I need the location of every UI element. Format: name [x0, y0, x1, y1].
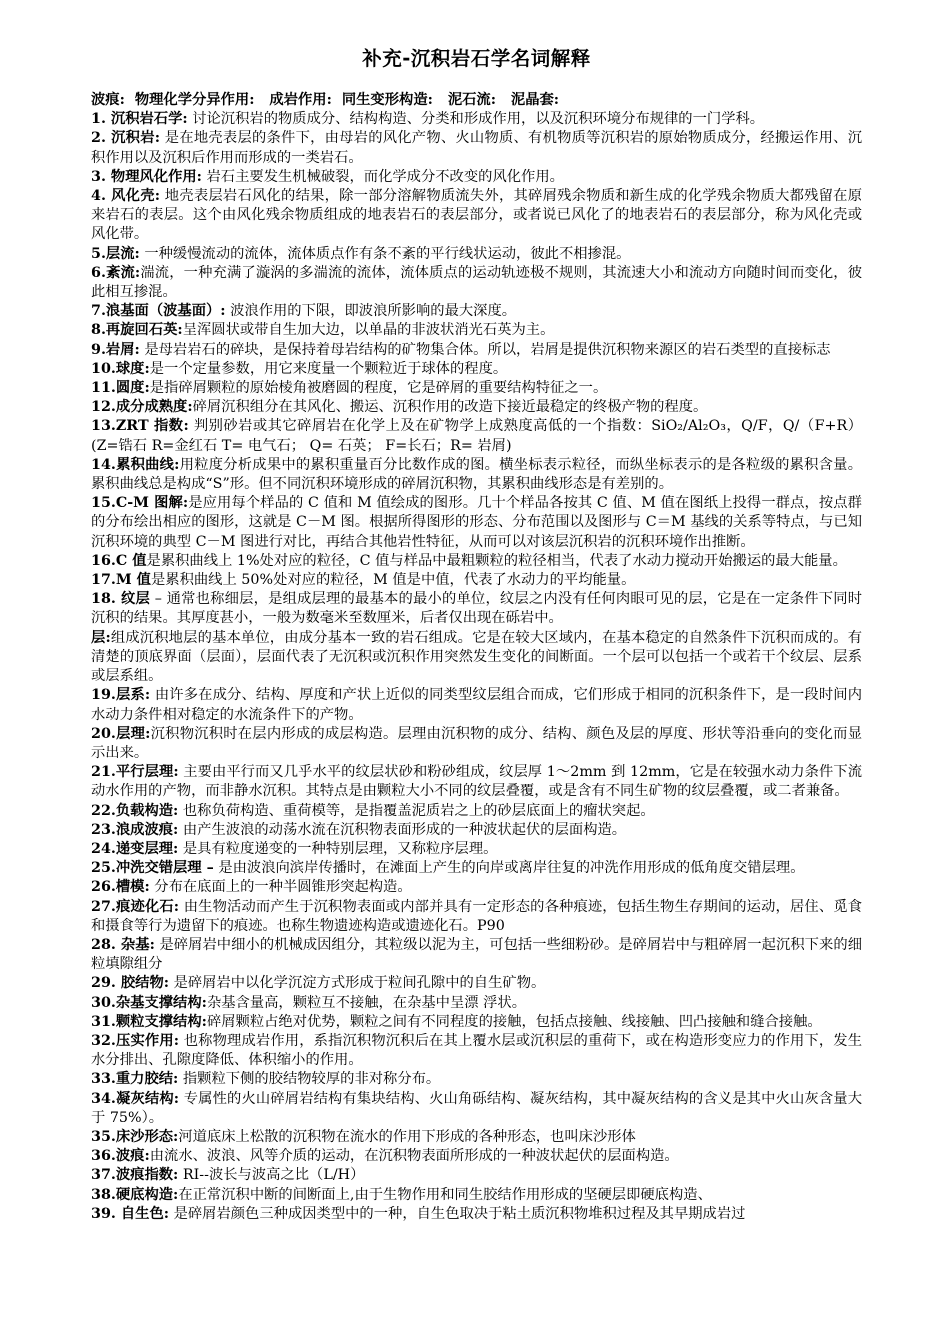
entry-term: 3. 物理风化作用: [91, 168, 202, 185]
definition-entry [91, 936, 862, 974]
entry-term: 4. 风化壳: [91, 188, 161, 205]
definition-entry [91, 1090, 862, 1128]
definition-entry [91, 494, 862, 552]
entry-definition: 由产生波浪的动荡水流在沉积物表面形成的一种波状起伏的层面构造。 [178, 821, 627, 838]
entry-definition: 碎屑颗粒占绝对优势，颗粒之间有不同程度的接触，包括点接触、线接触、凹凸接触和缝合接触。 [206, 1013, 822, 1030]
entry-term: 22.负载构造: [91, 802, 179, 819]
entry-definition: 是母岩岩石的碎块，是保持着母岩结构的矿物集合体。所以，岩屑是提供沉积物来源区的岩石类型的直接标志 [139, 341, 831, 358]
entry-term: 层: [91, 629, 111, 646]
entry-term: 14.累积曲线: [91, 456, 180, 473]
entry-definition: 是指碎屑颗粒的原始棱角被磨圆的程度，它是碎屑的重要结构特征之一。 [149, 380, 608, 397]
entry-term: 36.波痕: [91, 1148, 150, 1165]
entry-definition: 碎屑沉积组分在其风化、搬运、沉积作用的改造下接近最稳定的终极产物的程度。 [192, 399, 708, 416]
entry-definition: 分布在底面上的一种半圆锥形突起构造。 [149, 879, 412, 896]
entry-definition: 是一个定量参数，用它来度量一个颗粒近于球体的程度。 [149, 360, 508, 377]
entry-definition: 河道底床上松散的沉积物在流水的作用下形成的各种形态，也叫床沙形体 [178, 1128, 636, 1145]
entry-term: 30.杂基支撑结构: [91, 994, 207, 1011]
definition-entry [91, 552, 862, 571]
entry-definition: 用粒度分析成果中的累积重量百分比数作成的图。横坐标表示粒径，而纵坐标表示的是各粒级的累积含量。累积曲线总是构成“S”形。但不同沉积环境形成的碎屑沉积物，其累积曲线形态是有差别的。 [91, 456, 862, 493]
entry-definition: 沉积物沉积时在层内形成的成层构造。层理由沉积物的成分、结构、颜色及层的厚度、形状等沿垂向的变化而显示出来。 [91, 725, 862, 761]
entry-term: 31.颗粒支撑结构: [91, 1013, 207, 1030]
entry-term: 19.层系: [91, 687, 151, 704]
entry-term: 16.C 值 [91, 552, 147, 569]
definition-entry [91, 974, 862, 993]
entry-definition: 讨论沉积岩的物质成分、结构构造、分类和形成作用，以及沉积环境分布规律的一门学科。 [187, 111, 765, 128]
definition-entry [91, 129, 862, 167]
entry-definition: 由流水、波浪、风等介质的运动，在沉积物表面所形成的一种波状起伏的层面构造。 [149, 1148, 679, 1165]
definition-entry [91, 859, 862, 878]
entry-term: 7.浪基面（波基面）: [91, 303, 226, 320]
entry-definition: 组成沉积地层的基本单位，由成分基本一致的岩石组成。它是在较大区域内，在基本稳定的自然条件下沉积而成的。有清楚的顶底界面（层面），层面代表了无沉积或沉积作用突然发生变化的间断面。一个层可以包括一个或若干个纹层、层系或层系组。 [91, 629, 863, 685]
entry-term: 2. 沉积岩: [91, 130, 161, 147]
entry-term: 12.成分成熟度: [91, 399, 193, 416]
entry-term: 5.层流: [91, 245, 140, 262]
entry-term: 18. 纹层 [91, 591, 151, 608]
definition-entry [91, 379, 862, 398]
entry-term: 8.再旋回石英: [91, 322, 183, 339]
entry-definition: 是碎屑岩颜色三种成因类型中的一种，自生色取决于粘土质沉积物堆积过程及其早期成岩过 [169, 1205, 746, 1222]
definition-entry [91, 590, 862, 628]
entry-term: 29. 胶结物: [91, 975, 170, 992]
entry-definition: RI--波长与波高之比（L/H） [178, 1167, 365, 1184]
entry-term: 1. 沉积岩石学: [91, 111, 188, 128]
entry-definition: 地壳表层岩石风化的结果，除一部分溶解物质流失外，其碎屑残余物质和新生成的化学残余物质大都残留在原来岩石的表层。这个由风化残余物质组成的地表岩石的表层部分，或者说已风化了的地表岩石的表层部分，称为风化壳或风化带。 [91, 188, 862, 243]
entry-definition: 波浪作用的下限，即波浪所影响的最大深度。 [225, 303, 517, 320]
definition-list [91, 110, 862, 1224]
definition-entry [91, 1166, 862, 1185]
entry-definition: 在正常沉积中断的间断面上,由于生物作用和同生胶结作用形成的坚硬层即硬底构造、 [178, 1186, 712, 1203]
page-title: 补充-沉积岩石学名词解释 [362, 47, 591, 70]
entry-term: 17.M 值 [91, 572, 151, 589]
entry-term: 26.槽模: [91, 879, 150, 896]
definition-entry [91, 398, 862, 417]
definition-entry [91, 878, 862, 897]
entry-definition: 是应用每个样品的 C 值和 M 值绘成的图形。几十个样品各按其 C 值、M 值在图纸上投得一群点，按点群的分布绘出相应的图形，这就是 C－M 图。根据所得图形的形态、分布范围以及图形与 C＝M 基线的关系等特点，与已知沉积环境的典型 C－M 图进行对比，再结合其他岩性特征，从而可以对该层沉积岩的沉积环境作出推断。 [91, 495, 862, 550]
definition-entry [91, 821, 862, 840]
entry-definition: 也称负荷构造、重荷模等，是指覆盖泥质岩之上的砂层底面上的瘤状突起。 [178, 802, 655, 819]
entry-definition: 是在地壳表层的条件下，由母岩的风化产物、火山物质、有机物质等沉积岩的原始物质成分，经搬运作用、沉积作用以及沉积后作用而形成的一类岩石。 [91, 130, 862, 166]
entry-term: 20.层理: [91, 725, 151, 742]
entry-definition: 是碎屑岩中细小的机械成因组分，其粒级以泥为主，可包括一些细粉砂。是碎屑岩中与粗碎屑一起沉积下来的细粒填隙组分 [91, 936, 862, 973]
definition-entry [91, 1032, 862, 1070]
entry-definition: 是具有粒度递变的一种特别层理，又称粒序层理。 [178, 840, 498, 857]
definition-entry [91, 1186, 862, 1205]
definition-entry [91, 264, 862, 302]
definition-entry [91, 840, 862, 859]
definition-entry [91, 187, 862, 245]
entry-definition: 是碎屑岩中以化学沉淀方式形成于粒间孔隙中的自生矿物。 [169, 975, 546, 992]
entry-term: 25.冲洗交错层理 – [91, 860, 214, 877]
entry-definition: 判别砂岩或其它碎屑岩在化学上及在矿物学上成熟度高低的一个指数：SiO₂/Al₂O₃，Q/F，Q/（F+R）(Z=锆石 R=金红石 T= 电气石； Q= 石英； F=长石；R= 岩屑) [91, 418, 862, 454]
entry-definition: 一种缓慢流动的流体，流体质点作有条不紊的平行线状运动，彼此不相掺混。 [139, 245, 631, 262]
entry-term: 27.痕迹化石: [91, 898, 180, 915]
entry-term: 24.递变层理: [91, 840, 179, 857]
definition-entry [91, 994, 862, 1013]
definition-entry [91, 360, 862, 379]
entry-definition: 呈浑圆状或带自生加大边，以单晶的非波状消光石英为主。 [182, 322, 555, 339]
entry-definition: 由许多在成分、结构、厚度和产状上近似的同类型纹层组合而成，它们形成于相同的沉积条件下，是一段时间内水动力条件相对稳定的水流条件下的产物。 [91, 687, 863, 723]
definition-entry [91, 456, 862, 494]
entry-definition: 由生物活动而产生于沉积物表面或内部并具有一定形态的各种痕迹，包括生物生存期间的运动，居住、觅食和摄食等行为遗留下的痕迹。也称生物遗迹构造或遗迹化石。P90 [91, 898, 862, 934]
definition-entry [91, 302, 862, 321]
entry-definition: 杂基含量高，颗粒互不接触，在杂基中呈漂 浮状。 [206, 994, 527, 1011]
definition-entry [91, 1128, 862, 1147]
definition-entry [91, 898, 862, 936]
entry-term: 15.C-M 图解: [91, 495, 189, 512]
entry-term: 35.床沙形态: [91, 1128, 179, 1145]
definition-entry [91, 110, 862, 129]
definition-entry [91, 1147, 862, 1166]
definition-entry [91, 1205, 862, 1224]
entry-definition: – 通常也称细层，是组成层理的最基本的最小的单位，纹层之内没有任何肉眼可见的层，它是在一定条件下同时沉积的结果。其厚度甚小，一般为数毫米至数厘米，后者仅出现在砾岩中。 [91, 591, 862, 627]
entry-term: 6.紊流: [91, 264, 141, 281]
entry-definition: 指颗粒下侧的胶结物较厚的非对称分布。 [178, 1071, 441, 1088]
definition-entry [91, 417, 862, 455]
definition-entry [91, 629, 862, 687]
definition-entry [91, 1070, 862, 1089]
entry-definition: 专属性的火山碎屑岩结构有集块结构、火山角砾结构、凝灰结构，其中凝灰结构的含义是其中火山灰含量大于 75%）。 [91, 1090, 862, 1126]
entry-term: 33.重力胶结: [91, 1071, 179, 1088]
definition-entry [91, 168, 862, 187]
entry-term: 37.波痕指数: [91, 1167, 179, 1184]
intro-terms-line: 波痕: 物理化学分异作用: 成岩作用: 同生变形构造: 泥石流: 泥晶套: [91, 92, 560, 108]
entry-term: 32.压实作用: [91, 1032, 180, 1049]
entry-term: 9.岩屑: [91, 341, 140, 358]
definition-entry [91, 245, 862, 264]
definition-entry [91, 341, 862, 360]
entry-term: 39. 自生色: [91, 1205, 170, 1222]
entry-term: 21.平行层理: [91, 764, 179, 781]
entry-definition: 湍流，一种充满了漩涡的多湍流的流体，流体质点的运动轨迹极不规则，其流速大小和流动方向随时间而变化，彼此相互掺混。 [91, 264, 862, 301]
entry-term: 23.浪成波痕: [91, 821, 179, 838]
entry-definition: 是由波浪向滨岸传播时，在滩面上产生的向岸或离岸往复的冲洗作用形成的低角度交错层理。 [213, 860, 805, 877]
entry-definition: 岩石主要发生机械破裂，而化学成分不改变的风化作用。 [201, 168, 564, 185]
definition-entry [91, 725, 862, 763]
definition-entry [91, 802, 862, 821]
definition-entry [91, 571, 862, 590]
definition-entry [91, 763, 862, 801]
entry-term: 10.球度: [91, 360, 150, 377]
definition-entry [91, 686, 862, 724]
definition-entry [91, 321, 862, 340]
entry-definition: 也称物理成岩作用，系指沉积物沉积后在其上覆水层或沉积层的重荷下，或在构造形变应力的作用下，发生水分排出、孔隙度降低、体积缩小的作用。 [91, 1032, 862, 1069]
entry-term: 28. 杂基: [91, 936, 155, 953]
entry-term: 38.硬底构造: [91, 1186, 179, 1203]
definition-entry [91, 1013, 862, 1032]
entry-term: 11.圆度: [91, 380, 150, 397]
entry-term: 34.凝灰结构: [91, 1090, 180, 1107]
entry-term: 13.ZRT 指数: [91, 418, 189, 435]
entry-definition: 是累积曲线上 50%处对应的粒径，M 值是中值，代表了水动力的平均能量。 [150, 572, 636, 589]
entry-definition: 是累积曲线上 1%处对应的粒径，C 值与样品中最粗颗粒的粒径相当，代表了水动力搅动开始搬运的最大能量。 [146, 552, 847, 569]
entry-definition: 主要由平行而又几乎水平的纹层状砂和粉砂组成，纹层厚 1～2mm 到 12mm，它是在较强水动力条件下流动水作用的产物，而非静水沉积。其特点是由颗粒大小不同的纹层叠覆，或是含有不同生矿物的纹层叠覆，或二者兼备。 [91, 764, 862, 800]
